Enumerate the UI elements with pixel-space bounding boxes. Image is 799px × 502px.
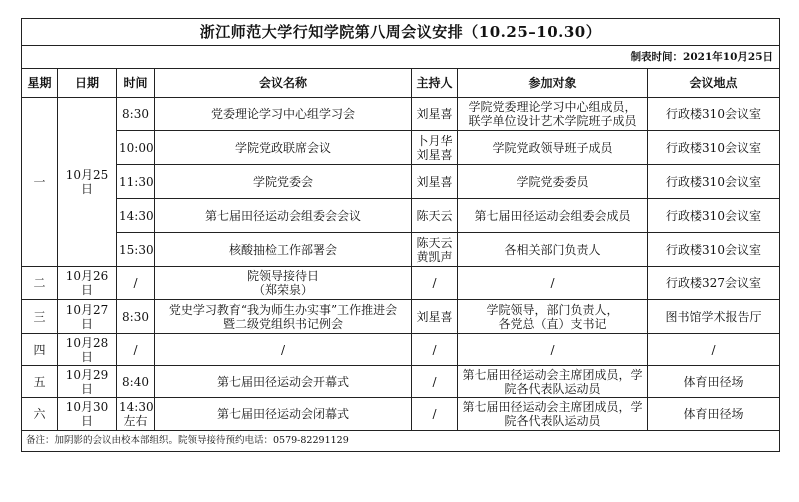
location-cell: 行政楼310会议室 — [648, 98, 780, 131]
attendees-cell: 第七届田径运动会组委会成员 — [458, 199, 648, 233]
table-row — [22, 131, 780, 165]
weekday-cell: 一 — [22, 98, 58, 267]
time-cell: 15:30 — [117, 233, 155, 267]
header-date: 日期 — [58, 69, 117, 98]
time-cell: 8:30 — [117, 300, 155, 334]
meeting-name-cell: 学院党委会 — [155, 165, 412, 199]
table-row — [22, 398, 780, 431]
location-cell: 行政楼310会议室 — [648, 165, 780, 199]
meeting-name-cell: 第七届田径运动会开幕式 — [155, 366, 412, 398]
table-title: 浙江师范大学行知学院第八周会议安排（10.25–10.30） — [22, 19, 780, 46]
header-host: 主持人 — [412, 69, 458, 98]
made-time: 制表时间：2021年10月25日 — [22, 46, 780, 69]
header-weekday: 星期 — [22, 69, 58, 98]
time-cell: 10:00 — [117, 131, 155, 165]
time-cell: 11:30 — [117, 165, 155, 199]
header-time: 时间 — [117, 69, 155, 98]
table-row — [22, 366, 780, 398]
table-row — [22, 267, 780, 300]
host-cell: 陈天云 — [412, 199, 458, 233]
host-cell: 刘星喜 — [412, 165, 458, 199]
attendees-cell: 学院领导，部门负责人， 各党总（直）支书记 — [458, 300, 648, 334]
meeting-name-cell: 核酸抽检工作部署会 — [155, 233, 412, 267]
location-cell: 图书馆学术报告厅 — [648, 300, 780, 334]
host-cell: 刘星喜 — [412, 300, 458, 334]
date-cell: 10月26日 — [58, 267, 117, 300]
location-cell: 行政楼327会议室 — [648, 267, 780, 300]
date-cell: 10月30日 — [58, 398, 117, 431]
time-cell: / — [117, 267, 155, 300]
location-cell: 行政楼310会议室 — [648, 131, 780, 165]
meeting-name-cell: 第七届田径运动会组委会会议 — [155, 199, 412, 233]
meeting-name-cell: 党委理论学习中心组学习会 — [155, 98, 412, 131]
host-cell: / — [412, 334, 458, 366]
host-cell: / — [412, 267, 458, 300]
header-row — [22, 69, 780, 98]
table-row — [22, 98, 780, 131]
location-cell: 体育田径场 — [648, 398, 780, 431]
time-cell: / — [117, 334, 155, 366]
table-row — [22, 334, 780, 366]
weekday-cell: 二 — [22, 267, 58, 300]
date-cell: 10月25日 — [58, 98, 117, 267]
meeting-schedule — [21, 18, 779, 452]
time-cell: 8:40 — [117, 366, 155, 398]
date-cell: 10月29日 — [58, 366, 117, 398]
meeting-name-cell: / — [155, 334, 412, 366]
meeting-name-cell: 第七届田径运动会闭幕式 — [155, 398, 412, 431]
attendees-cell: 学院党委委员 — [458, 165, 648, 199]
location-cell: 行政楼310会议室 — [648, 233, 780, 267]
table-row — [22, 199, 780, 233]
date-cell: 10月28日 — [58, 334, 117, 366]
attendees-cell: 学院党委理论学习中心组成员， 联学单位设计艺术学院班子成员 — [458, 98, 648, 131]
host-cell: 陈天云 黄凯声 — [412, 233, 458, 267]
attendees-cell: / — [458, 334, 648, 366]
location-cell: 行政楼310会议室 — [648, 199, 780, 233]
schedule-table — [21, 18, 780, 452]
weekday-cell: 三 — [22, 300, 58, 334]
weekday-cell: 四 — [22, 334, 58, 366]
attendees-cell: / — [458, 267, 648, 300]
host-cell: / — [412, 366, 458, 398]
attendees-cell: 第七届田径运动会主席团成员，学 院各代表队运动员 — [458, 398, 648, 431]
weekday-cell: 六 — [22, 398, 58, 431]
table-row — [22, 233, 780, 267]
location-cell: 体育田径场 — [648, 366, 780, 398]
time-cell: 14:30 — [117, 199, 155, 233]
header-meeting-name: 会议名称 — [155, 69, 412, 98]
table-row — [22, 165, 780, 199]
header-location: 会议地点 — [648, 69, 780, 98]
meeting-name-cell: 学院党政联席会议 — [155, 131, 412, 165]
host-cell: / — [412, 398, 458, 431]
time-cell: 8:30 — [117, 98, 155, 131]
table-row — [22, 300, 780, 334]
meeting-name-cell: 党史学习教育“我为师生办实事”工作推进会 暨二级党组织书记例会 — [155, 300, 412, 334]
host-cell: 卜月华 刘星喜 — [412, 131, 458, 165]
host-cell: 刘星喜 — [412, 98, 458, 131]
date-cell: 10月27日 — [58, 300, 117, 334]
header-attendees: 参加对象 — [458, 69, 648, 98]
time-cell: 14:30 左右 — [117, 398, 155, 431]
attendees-cell: 各相关部门负责人 — [458, 233, 648, 267]
weekday-cell: 五 — [22, 366, 58, 398]
attendees-cell: 学院党政领导班子成员 — [458, 131, 648, 165]
meeting-name-cell: 院领导接待日 （郑荣泉） — [155, 267, 412, 300]
location-cell: / — [648, 334, 780, 366]
footnote: 备注：加阴影的会议由校本部组织。院领导接待预约电话：0579-82291129 — [22, 431, 780, 452]
attendees-cell: 第七届田径运动会主席团成员，学 院各代表队运动员 — [458, 366, 648, 398]
